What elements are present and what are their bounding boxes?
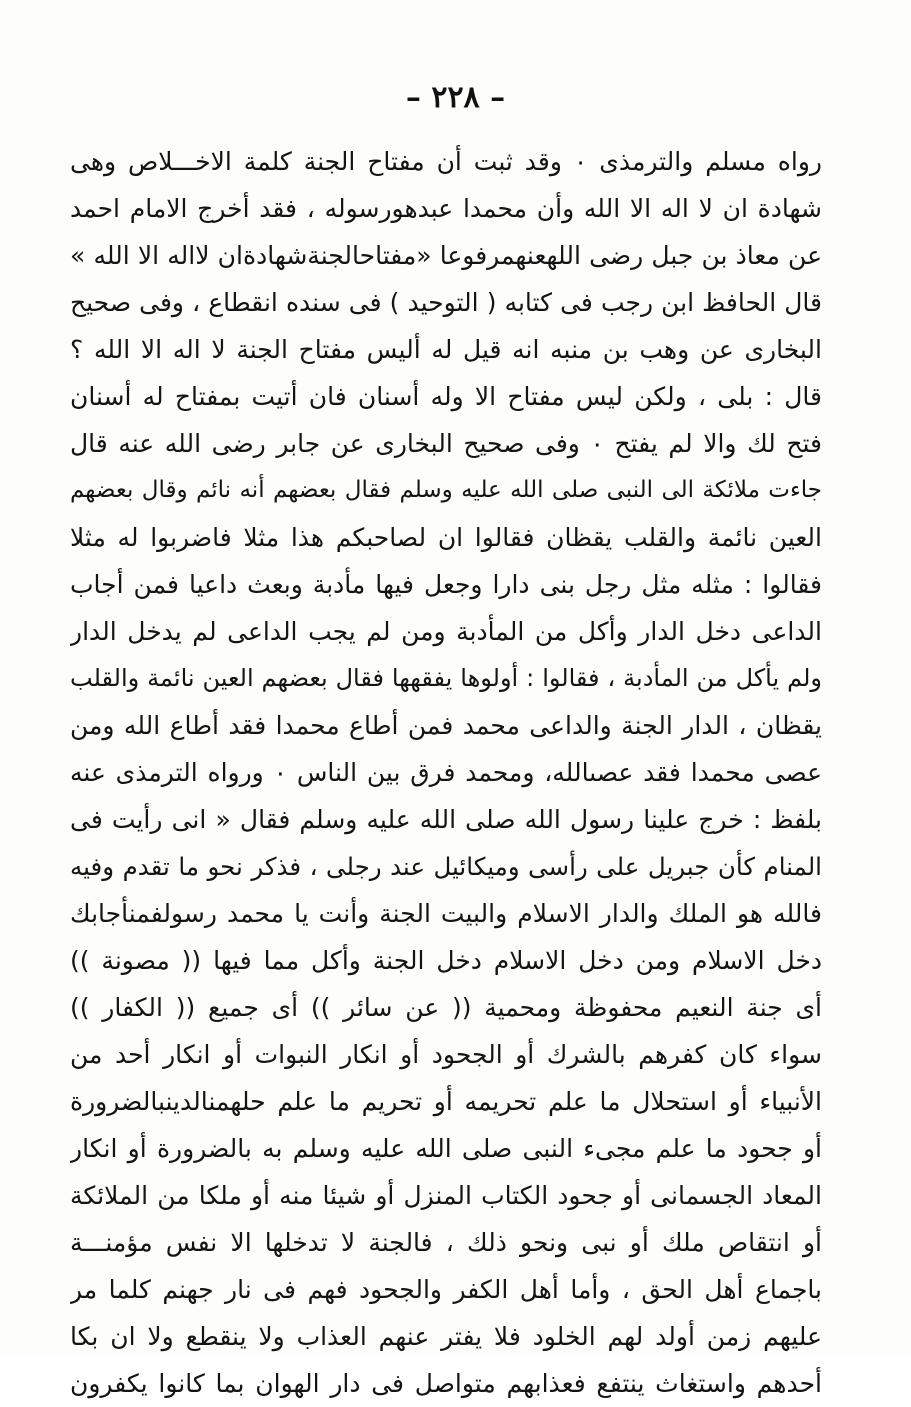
text-line-18: دخل الاسلام ومن دخل الاسلام دخل الجنة وأكل مما فيها (( مصونة )) bbox=[70, 946, 822, 975]
text-line-15: بلفظ : خرج علينا رسول الله صلى الله عليه وسلم فقال « انى رأيت فى bbox=[70, 805, 822, 834]
text-line-14: عصى محمدا فقد عصىالله، ومحمد فرق بين الناس ٠ ورواه الترمذى عنه bbox=[70, 758, 822, 787]
text-line-17: فالله هو الملك والدار الاسلام والبيت الجنة وأنت يا محمد رسولفمنأجابك bbox=[70, 899, 822, 928]
text-line-23: المعاد الجسمانى أو جحود الكتاب المنزل أو شيئا منه أو ملكا من الملائكة bbox=[70, 1181, 822, 1210]
text-line-2: شهادة ان لا اله الا الله وأن محمدا عبدهورسوله ، فقد أخرج الامام احمد bbox=[70, 194, 822, 223]
text-line-19: أى جنة النعيم محفوظة ومحمية (( عن سائر )) أى جميع (( الكفار )) bbox=[70, 993, 822, 1022]
text-line-5: البخارى عن وهب بن منبه انه قيل له أليس مفتاح الجنة لا اله الا الله ؟ bbox=[70, 335, 822, 364]
text-line-11: الداعى دخل الدار وأكل من المأدبة ومن لم يجب الداعى لم يدخل الدار bbox=[70, 617, 822, 646]
text-line-7: فتح لك والا لم يفتح ٠ وفى صحيح البخارى عن جابر رضى الله عنه قال bbox=[70, 429, 822, 458]
text-line-6: قال : بلى ، ولكن ليس مفتاح الا وله أسنان فان أتيت بمفتاح له أسنان bbox=[70, 382, 822, 411]
body-text bbox=[70, 138, 822, 1407]
text-line-1: رواه مسلم والترمذى ٠ وقد ثبت أن مفتاح الجنة كلمة الاخـــلاص وهى bbox=[70, 147, 822, 176]
text-line-20: سواء كان كفرهم بالشرك أو الجحود أو انكار النبوات أو انكار أحد من bbox=[70, 1040, 822, 1069]
text-line-9: العين نائمة والقلب يقظان فقالوا ان لصاحبكم هذا مثلا فاضربوا له مثلا bbox=[70, 523, 822, 552]
text-line-13: يقظان ، الدار الجنة والداعى محمد فمن أطاع محمدا فقد أطاع الله ومن bbox=[70, 711, 822, 740]
text-line-26: عليهم زمن أولد لهم الخلود فلا يفتر عنهم العذاب ولا ينقطع ولا ان بكا bbox=[70, 1322, 822, 1351]
text-line-3: عن معاذ بن جبل رضى اللهعنهمرفوعا «مفتاحالجنةشهادةان لااله الا الله » bbox=[70, 241, 822, 270]
text-line-10: فقالوا : مثله مثل رجل بنى دارا وجعل فيها مأدبة وبعث داعيا فمن أجاب bbox=[70, 570, 822, 599]
text-line-16: المنام كأن جبريل على رأسى وميكائيل عند رجلى ، فذكر نحو ما تقدم وفيه bbox=[70, 852, 822, 881]
text-line-12: ولم يأكل من المأدبة ، فقالوا : أولوها يفقهها فقال بعضهم العين نائمة والقلب bbox=[70, 664, 822, 692]
text-line-22: أو جحود ما علم مجىء النبى صلى الله عليه وسلم به بالضرورة أو انكار bbox=[70, 1134, 822, 1163]
page-number: – ٢٢٨ – bbox=[405, 80, 506, 115]
text-line-24: أو انتقاص ملك أو نبى ونحو ذلك ، فالجنة لا تدخلها الا نفس مؤمنـــة bbox=[70, 1228, 822, 1257]
text-line-4: قال الحافظ ابن رجب فى كتابه ( التوحيد ) فى سنده انقطاع ، وفى صحيح bbox=[70, 288, 822, 317]
text-line-25: باجماع أهل الحق ، وأما أهل الكفر والجحود فهم فى نار جهنم كلما مر bbox=[70, 1275, 822, 1304]
text-line-8: جاءت ملائكة الى النبى صلى الله عليه وسلم فقال بعضهم أنه نائم وقال بعضهم bbox=[70, 477, 822, 503]
text-line-27: أحدهم واستغاث ينتفع فعذابهم متواصل فى دار الهوان بما كانوا يكفرون bbox=[70, 1369, 822, 1398]
text-line-21: الأنبياء أو استحلال ما علم تحريمه أو تحريم ما علم حلهمنالدينبالضرورة bbox=[70, 1087, 822, 1116]
